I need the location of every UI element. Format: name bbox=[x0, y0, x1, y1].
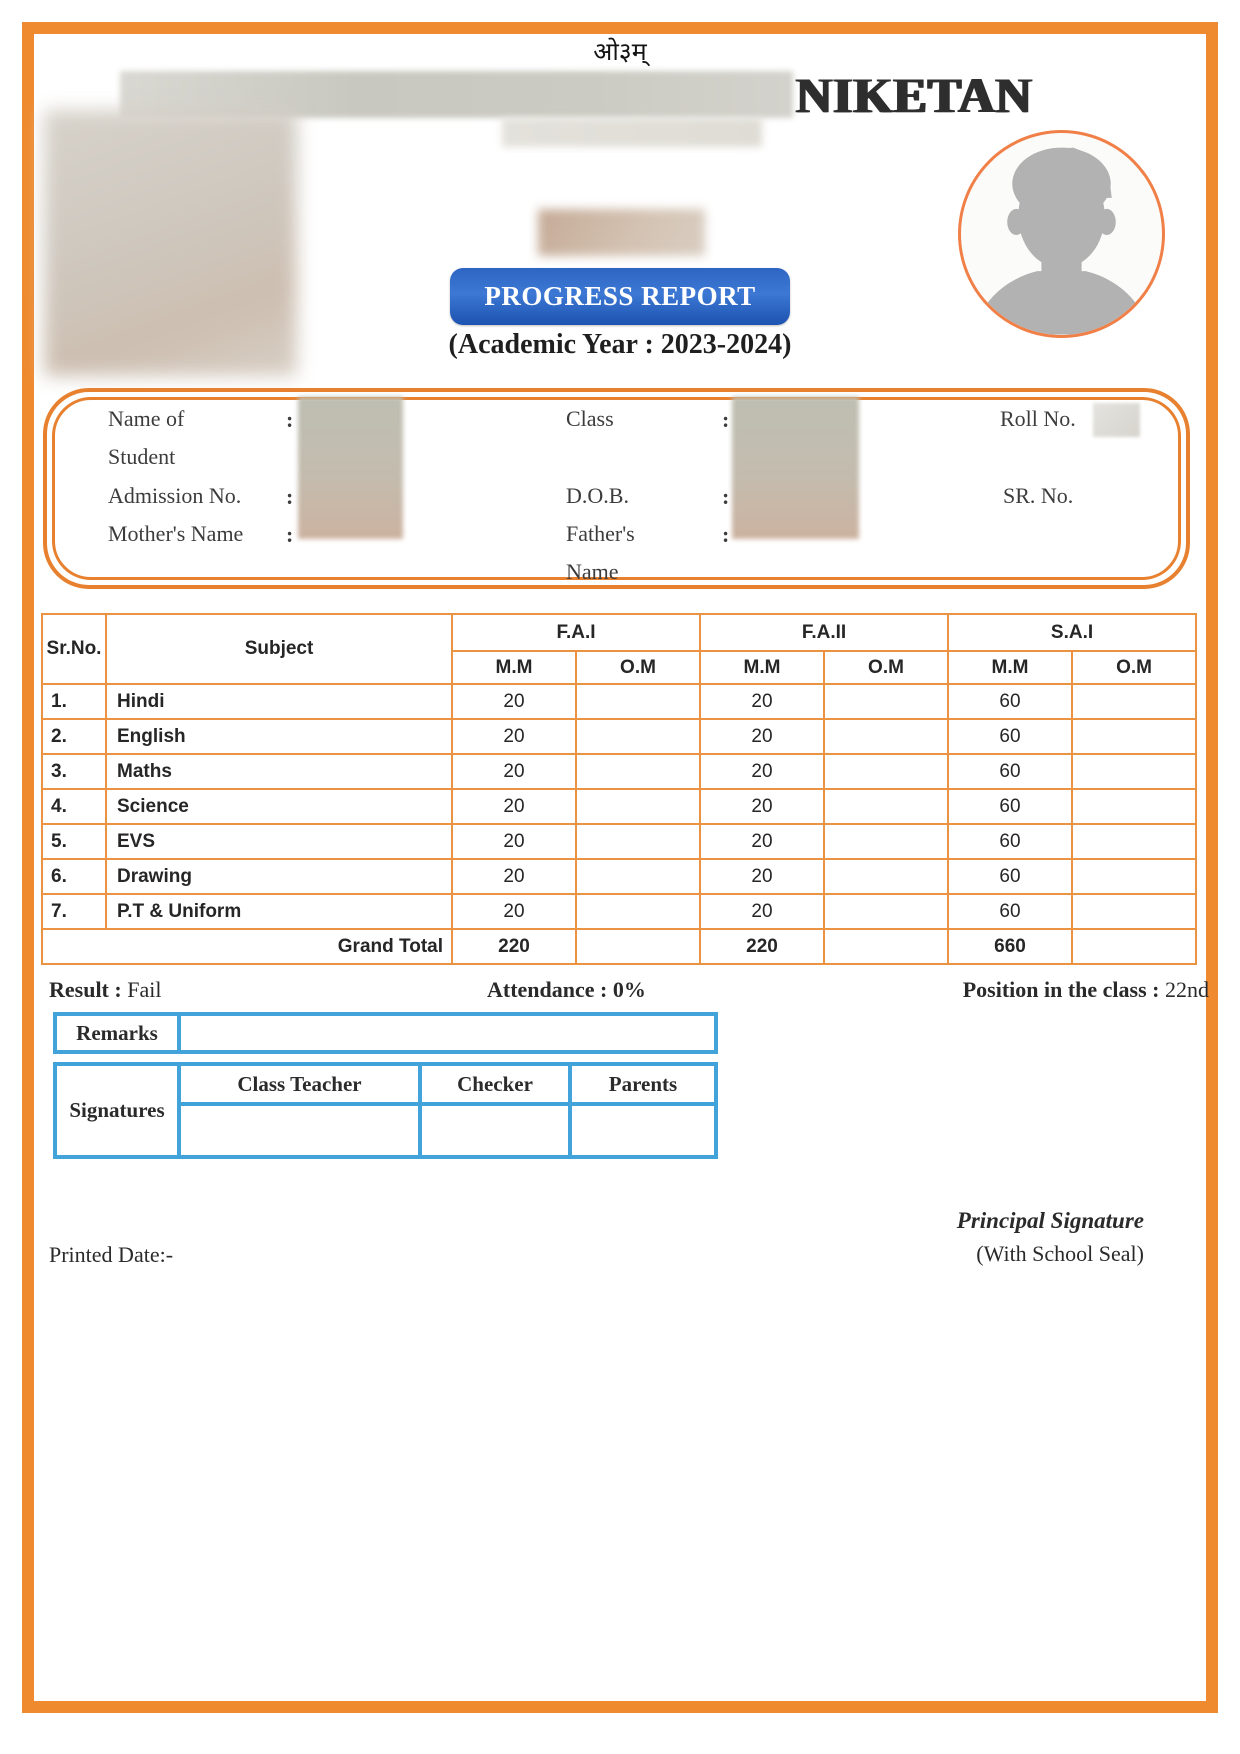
table-row-science bbox=[42, 789, 1196, 824]
cell-faii-mm: 20 bbox=[700, 719, 824, 754]
marks-table bbox=[41, 613, 1197, 965]
cell-fai-om bbox=[576, 894, 700, 929]
row-subject: Hindi bbox=[106, 684, 452, 719]
header-sr-no: Sr.No. bbox=[42, 614, 106, 684]
cell-fai-mm: 20 bbox=[452, 719, 576, 754]
table-row-evs bbox=[42, 824, 1196, 859]
class-teacher-signature-cell bbox=[181, 1106, 422, 1155]
grand-total-sai-om bbox=[1072, 929, 1196, 964]
class-colon: : bbox=[722, 407, 730, 432]
with-school-seal-text: (With School Seal) bbox=[976, 1241, 1144, 1266]
cell-fai-om bbox=[576, 824, 700, 859]
row-sr: 6. bbox=[42, 859, 106, 894]
header-fai-om: O.M bbox=[576, 651, 700, 684]
grand-total-row bbox=[42, 929, 1196, 964]
cell-faii-mm: 20 bbox=[700, 789, 824, 824]
grand-total-fai-om bbox=[576, 929, 700, 964]
grand-total-faii-om bbox=[824, 929, 948, 964]
signatures-header-row bbox=[181, 1066, 714, 1106]
signatures-empty-row bbox=[181, 1106, 714, 1155]
remarks-box bbox=[53, 1012, 718, 1054]
cell-fai-mm: 20 bbox=[452, 684, 576, 719]
header-faii: F.A.II bbox=[700, 614, 948, 651]
cell-faii-om bbox=[824, 824, 948, 859]
cell-faii-om bbox=[824, 684, 948, 719]
sr-no-label: SR. No. bbox=[1003, 483, 1074, 508]
cell-faii-om bbox=[824, 719, 948, 754]
grand-total-faii-mm: 220 bbox=[700, 929, 824, 964]
person-silhouette-icon bbox=[961, 133, 1162, 335]
roll-no-label: Roll No. bbox=[1000, 406, 1076, 431]
table-row-hindi bbox=[42, 684, 1196, 719]
progress-report-banner: PROGRESS REPORT bbox=[450, 268, 790, 325]
parents-signature-cell bbox=[572, 1106, 714, 1155]
row-subject: Drawing bbox=[106, 859, 452, 894]
table-row-maths bbox=[42, 754, 1196, 789]
student-name-value-redaction bbox=[298, 397, 403, 539]
header-sai: S.A.I bbox=[948, 614, 1196, 651]
cell-faii-mm: 20 bbox=[700, 684, 824, 719]
school-name-visible: NIKETAN bbox=[796, 67, 1033, 123]
class-teacher-header: Class Teacher bbox=[181, 1066, 422, 1102]
table-row-pt-uniform bbox=[42, 894, 1196, 929]
admission-colon: : bbox=[286, 484, 294, 509]
header-faii-mm: M.M bbox=[700, 651, 824, 684]
cell-fai-om bbox=[576, 789, 700, 824]
result-text bbox=[49, 977, 161, 1003]
table-row-drawing bbox=[42, 859, 1196, 894]
header-sai-om: O.M bbox=[1072, 651, 1196, 684]
om-symbol-text: ओ३म् bbox=[593, 39, 647, 66]
cell-fai-om bbox=[576, 684, 700, 719]
header-subject: Subject bbox=[106, 614, 452, 684]
cell-sai-mm: 60 bbox=[948, 824, 1072, 859]
cell-fai-om bbox=[576, 719, 700, 754]
cell-faii-mm: 20 bbox=[700, 859, 824, 894]
result-label: Result : bbox=[49, 977, 122, 1002]
cell-sai-om bbox=[1072, 859, 1196, 894]
row-subject: English bbox=[106, 719, 452, 754]
remarks-label: Remarks bbox=[57, 1016, 181, 1050]
cell-faii-om bbox=[824, 754, 948, 789]
row-sr: 2. bbox=[42, 719, 106, 754]
cell-faii-om bbox=[824, 859, 948, 894]
cell-fai-om bbox=[576, 754, 700, 789]
header-fai-mm: M.M bbox=[452, 651, 576, 684]
principal-signature-text: Principal Signature bbox=[956, 1208, 1144, 1233]
cell-fai-mm: 20 bbox=[452, 754, 576, 789]
cell-sai-mm: 60 bbox=[948, 789, 1072, 824]
position-text bbox=[963, 977, 1209, 1003]
admission-no-label: Admission No. bbox=[108, 483, 242, 508]
cell-sai-mm: 60 bbox=[948, 754, 1072, 789]
printed-date-label: Printed Date:- bbox=[49, 1242, 174, 1267]
class-label: Class bbox=[566, 406, 614, 431]
header-sai-mm: M.M bbox=[948, 651, 1072, 684]
cell-fai-mm: 20 bbox=[452, 824, 576, 859]
checker-header: Checker bbox=[422, 1066, 572, 1102]
position-label: Position in the class : bbox=[962, 977, 1160, 1002]
cell-sai-mm: 60 bbox=[948, 719, 1072, 754]
cell-fai-mm: 20 bbox=[452, 859, 576, 894]
cell-sai-om bbox=[1072, 789, 1196, 824]
grand-total-label: Grand Total bbox=[42, 929, 452, 964]
address-redaction bbox=[502, 118, 762, 147]
cell-faii-om bbox=[824, 894, 948, 929]
mother-name-label: Mother's Name bbox=[108, 521, 244, 546]
cell-faii-mm: 20 bbox=[700, 754, 824, 789]
cell-sai-mm: 60 bbox=[948, 894, 1072, 929]
cell-sai-om bbox=[1072, 824, 1196, 859]
cell-faii-om bbox=[824, 789, 948, 824]
cell-fai-om bbox=[576, 859, 700, 894]
attendance-text: Attendance : 0% bbox=[487, 977, 646, 1002]
header-faii-om: O.M bbox=[824, 651, 948, 684]
cell-faii-mm: 20 bbox=[700, 894, 824, 929]
checker-signature-cell bbox=[422, 1106, 572, 1155]
cell-fai-mm: 20 bbox=[452, 894, 576, 929]
dob-colon: : bbox=[722, 484, 730, 509]
signatures-box bbox=[53, 1062, 718, 1159]
class-value-redaction bbox=[732, 397, 859, 539]
cell-sai-om bbox=[1072, 754, 1196, 789]
grand-total-fai-mm: 220 bbox=[452, 929, 576, 964]
row-subject: EVS bbox=[106, 824, 452, 859]
row-sr: 3. bbox=[42, 754, 106, 789]
student-photo-placeholder bbox=[958, 130, 1165, 338]
cell-fai-mm: 20 bbox=[452, 789, 576, 824]
cell-sai-om bbox=[1072, 894, 1196, 929]
row-sr: 7. bbox=[42, 894, 106, 929]
row-subject: P.T & Uniform bbox=[106, 894, 452, 929]
center-redaction bbox=[538, 209, 705, 256]
principal-signature-block bbox=[957, 1204, 1144, 1270]
table-row-english bbox=[42, 719, 1196, 754]
cell-faii-mm: 20 bbox=[700, 824, 824, 859]
cell-sai-mm: 60 bbox=[948, 684, 1072, 719]
roll-no-value-redaction bbox=[1093, 403, 1140, 437]
header-fai: F.A.I bbox=[452, 614, 700, 651]
position-value: 22nd bbox=[1165, 977, 1209, 1002]
academic-year-heading: (Academic Year : 2023-2024) bbox=[448, 329, 792, 360]
father-name-label: Father's Name bbox=[566, 521, 635, 584]
remarks-value-cell bbox=[181, 1016, 714, 1050]
result-value: Fail bbox=[127, 977, 162, 1002]
father-colon: : bbox=[722, 522, 730, 547]
grand-total-sai-mm: 660 bbox=[948, 929, 1072, 964]
row-subject: Maths bbox=[106, 754, 452, 789]
mother-colon: : bbox=[286, 522, 294, 547]
cell-sai-om bbox=[1072, 684, 1196, 719]
signatures-label: Signatures bbox=[57, 1066, 181, 1155]
row-subject: Science bbox=[106, 789, 452, 824]
dob-label: D.O.B. bbox=[566, 483, 629, 508]
cell-sai-mm: 60 bbox=[948, 859, 1072, 894]
parents-header: Parents bbox=[608, 1071, 678, 1096]
row-sr: 4. bbox=[42, 789, 106, 824]
name-of-student-label: Name of Student bbox=[108, 406, 185, 469]
cell-sai-om bbox=[1072, 719, 1196, 754]
name-colon: : bbox=[286, 407, 294, 432]
row-sr: 1. bbox=[42, 684, 106, 719]
row-sr: 5. bbox=[42, 824, 106, 859]
